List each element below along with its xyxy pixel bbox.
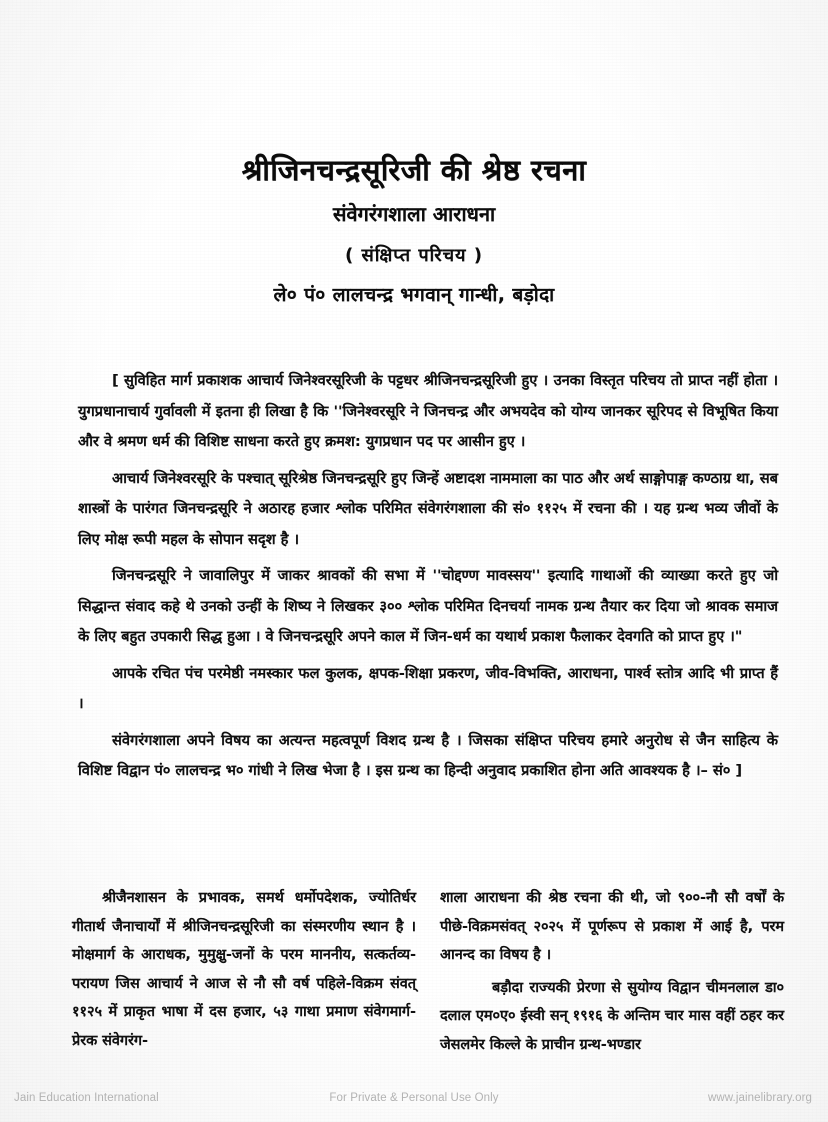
right-column-paragraph-2: बड़ौदा राज्यकी प्रेरणा से सुयोग्य विद्वान चीमनलाल डा० दलाल एम०ए० ईस्वी सन् १९१६ के अन्तिम चार मास वहीं ठहर कर जेसलमेर किल्ले के प्राचीन ग्रन्थ-भण्डार <box>440 979 784 1053</box>
subtitle-parenthetical: ( संक्षिप्त परिचय ) <box>345 245 483 267</box>
title-block <box>0 152 828 308</box>
page-title: श्रीजिनचन्द्रसूरिजी की श्रेष्ठ रचना <box>241 153 587 187</box>
body-two-column-layout <box>72 884 784 1063</box>
intro-paragraph-5: संवेगरंगशाला अपने विषय का अत्यन्त महत्वपूर्ण विशद ग्रन्थ है । जिसका संक्षिप्त परिचय हमारे अनुरोध से जैन साहित्य के विशिष्ट विद्वान पं० लालचन्द्र भ० गांधी ने लिख भेजा है । इस ग्रन्थ का हिन्दी अनुवाद प्रकाशित होना अति आवश्यक है ।– सं० ] <box>78 731 778 779</box>
page-subtitle: संवेगरंगशाला आराधना <box>332 202 496 227</box>
footer-website-link[interactable]: www.jainelibrary.org <box>707 1092 812 1104</box>
intro-paragraph-4: आपके रचित पंच परमेष्ठी नमस्कार फल कुलक, क्षपक-शिक्षा प्रकरण, जीव-विभक्ति, आराधना, पार्श्व स्तोत्र आदि भी प्राप्त हैं । <box>78 664 778 712</box>
body-column-left <box>72 884 416 1063</box>
right-column-paragraph-1: शाला आराधना की श्रेष्ठ रचना की थी, जो ९००-नौ सौ वर्षों के पीछे-विक्रमसंवत् २०२५ में पूर्णरूप से प्रकाश में आई है, परम आनन्द का विषय है । <box>440 890 785 963</box>
intro-paragraph-1: [ सुविहित मार्ग प्रकाशक आचार्य जिनेश्वरसूरिजी के पट्टधर श्रीजिनचन्द्रसूरिजी हुए । उनका विस्तृत परिचय तो प्राप्त नहीं होता । युगप्रधानाचार्य गुर्वावली में इतना ही लिखा है कि ''जिनेश्वरसूरि ने जिनचन्द्र और अभयदेव को योग्य जानकर सूरिपद से विभूषित किया और वे श्रमण धर्म की विशिष्ट साधना करते हुए क्रमश: युगप्रधान पद पर आसीन हुए । <box>78 372 778 450</box>
editorial-note-block <box>78 366 778 793</box>
intro-paragraph-2: आचार्य जिनेश्वरसूरि के पश्चात् सूरिश्रेष्ठ जिनचन्द्रसूरि हुए जिन्हें अष्टादश नाममाला का पाठ और अर्थ साङ्गोपाङ्ग कण्ठाग्र था, सब शास्त्रों के पारंगत जिनचन्द्रसूरि ने अठारह हजार श्लोक परिमित संवेगरंगशाला की सं० ११२५ में रचना की । यह ग्रन्थ भव्य जीवों के लिए मोक्ष रूपी महल के सोपान सदृश है । <box>78 469 778 548</box>
intro-paragraph-3: जिनचन्द्रसूरि ने जावालिपुर में जाकर श्रावकों की सभा में ''चोद्दण्ण मावस्सय'' इत्यादि गाथाओं की व्याख्या करते हुए जो सिद्धान्त संवाद कहे थे उनको उन्हीं के शिष्य ने लिखकर ३०० श्लोक परिमित दिनचर्या नामक ग्रन्थ तैयार कर दिया जो श्रावक समाज के लिए बहुत उपकारी सिद्ध हुआ । वे जिनचन्द्रसूरि अपने काल में जिन-धर्म का यथार्थ प्रकाश फैलाकर देवगति को प्राप्त हुए ।" <box>78 567 778 645</box>
body-column-right <box>440 884 784 1063</box>
footer-usage-notice: For Private & Personal Use Only <box>329 1092 499 1104</box>
author-byline: ले० पं० लालचन्द्र भगवान् गान्धी, बड़ोदा <box>273 283 555 306</box>
left-column-paragraph-1: श्रीजैनशासन के प्रभावक, समर्थ धर्मोपदेशक, ज्योतिर्धर गीतार्थ जैनाचार्यों में श्रीजिनचन्द्रसूरिजी का संस्मरणीय स्थान है । मोक्षमार्ग के आराधक, मुमुक्षु-जनों के परम माननीय, सत्कर्तव्य-परायण जिस आचार्य ने आज से नौ सौ वर्ष पहिले-विक्रम संवत् ११२५ में प्राकृत भाषा में दस हजार, ५३ गाथा प्रमाण संवेगमार्ग-प्रेरक संवेगरंग- <box>72 890 416 1049</box>
footer-organization: Jain Education International <box>14 1092 159 1104</box>
